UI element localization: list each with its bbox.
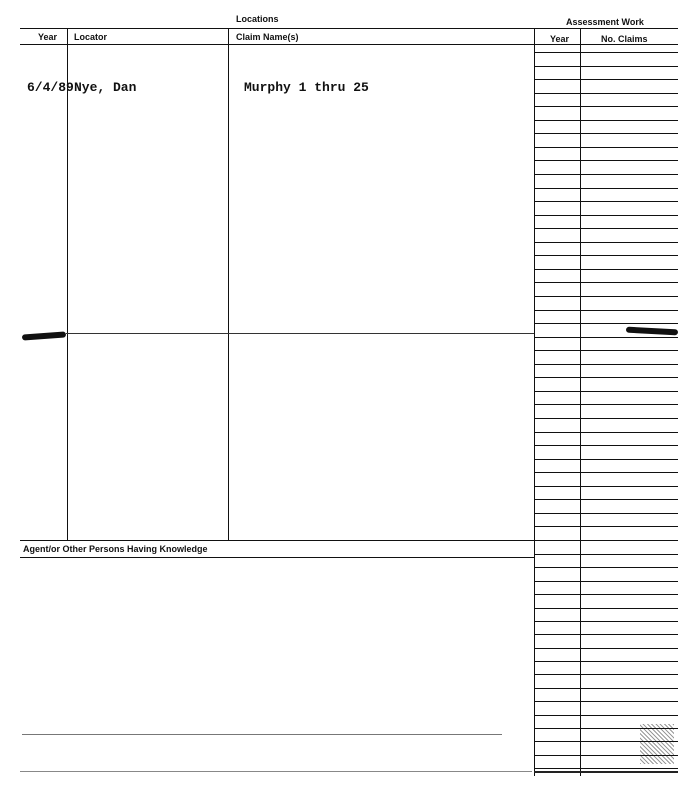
assessment-row-rule (534, 567, 678, 568)
bottom-scan-line (22, 734, 502, 735)
assessment-work-header: Assessment Work (566, 17, 644, 27)
agent-section-header: Agent/or Other Persons Having Knowledge (23, 544, 208, 554)
binding-mark-left (22, 331, 66, 340)
column-divider (580, 28, 581, 776)
entry-year: 6/4/89 (27, 80, 74, 95)
assessment-row-rule (534, 79, 678, 80)
assessment-row-rule (534, 674, 678, 675)
assessment-row-rule (534, 106, 678, 107)
assessment-row-rule (534, 432, 678, 433)
assessment-row-rule (534, 120, 678, 121)
assessment-row-rule (534, 160, 678, 161)
assessment-row-rule (534, 296, 678, 297)
locations-header: Locations (236, 14, 279, 24)
column-divider (228, 28, 229, 540)
assessment-row-rule (534, 648, 678, 649)
binding-mark-right (626, 327, 678, 336)
year-column-header: Year (38, 32, 58, 42)
assessment-row-rule (534, 621, 678, 622)
assessment-row-rule (534, 337, 678, 338)
assessment-row-rule (534, 201, 678, 202)
assessment-row-rule (534, 701, 678, 702)
assessment-row-rule (534, 768, 678, 769)
column-divider (67, 28, 68, 540)
assessment-row-rule (534, 661, 678, 662)
assessment-row-rule (534, 391, 678, 392)
assessment-row-rule (534, 147, 678, 148)
assessment-row-rule (534, 418, 678, 419)
assessment-row-rule (534, 93, 678, 94)
assessment-row-rule (534, 486, 678, 487)
assessment-row-rule (534, 594, 678, 595)
entry-locator: Nye, Dan (74, 80, 137, 95)
entry-claim-names: Murphy 1 thru 25 (244, 80, 369, 95)
assessment-row-rule (534, 323, 678, 324)
assessment-row-rule (534, 188, 678, 189)
locator-column-header: Locator (74, 32, 108, 42)
agent-section-top-rule (20, 540, 534, 541)
column-divider (534, 28, 535, 776)
assessment-row-rule (534, 472, 678, 473)
fold-line (66, 333, 534, 334)
scan-noise (640, 724, 674, 764)
assessment-row-rule (534, 459, 678, 460)
assessment-row-rule (534, 282, 678, 283)
bottom-scan-line (534, 771, 678, 773)
assessment-row-rule (534, 715, 678, 716)
assessment-row-rule (534, 688, 678, 689)
assessment-row-rule (534, 174, 678, 175)
assessment-row-rule (534, 728, 678, 729)
assessment-row-rule (534, 133, 678, 134)
assessment-row-rule (534, 377, 678, 378)
assessment-row-rule (534, 228, 678, 229)
assessment-row-rule (534, 634, 678, 635)
assessment-row-rule (534, 269, 678, 270)
assessment-row-rule (534, 404, 678, 405)
assessment-row-rule (534, 755, 678, 756)
no-claims-column-header: No. Claims (601, 34, 648, 44)
assessment-row-rule (534, 608, 678, 609)
assessment-row-rule (534, 540, 678, 541)
assessment-row-rule (534, 310, 678, 311)
assessment-row-rule (534, 255, 678, 256)
assessment-row-rule (534, 741, 678, 742)
assessment-row-rule (534, 364, 678, 365)
assessment-row-rule (534, 350, 678, 351)
aw-year-column-header: Year (550, 34, 570, 44)
assessment-row-rule (534, 554, 678, 555)
bottom-scan-line (20, 771, 532, 772)
assessment-row-rule (534, 242, 678, 243)
assessment-row-rule (534, 445, 678, 446)
claim-names-column-header: Claim Name(s) (236, 32, 299, 42)
assessment-row-rule (534, 513, 678, 514)
assessment-row-rule (534, 499, 678, 500)
assessment-row-rule (534, 526, 678, 527)
assessment-row-rule (534, 66, 678, 67)
assessment-row-rule (534, 215, 678, 216)
assessment-row-rule (534, 52, 678, 53)
assessment-row-rule (534, 581, 678, 582)
agent-section-bottom-rule (20, 557, 534, 558)
